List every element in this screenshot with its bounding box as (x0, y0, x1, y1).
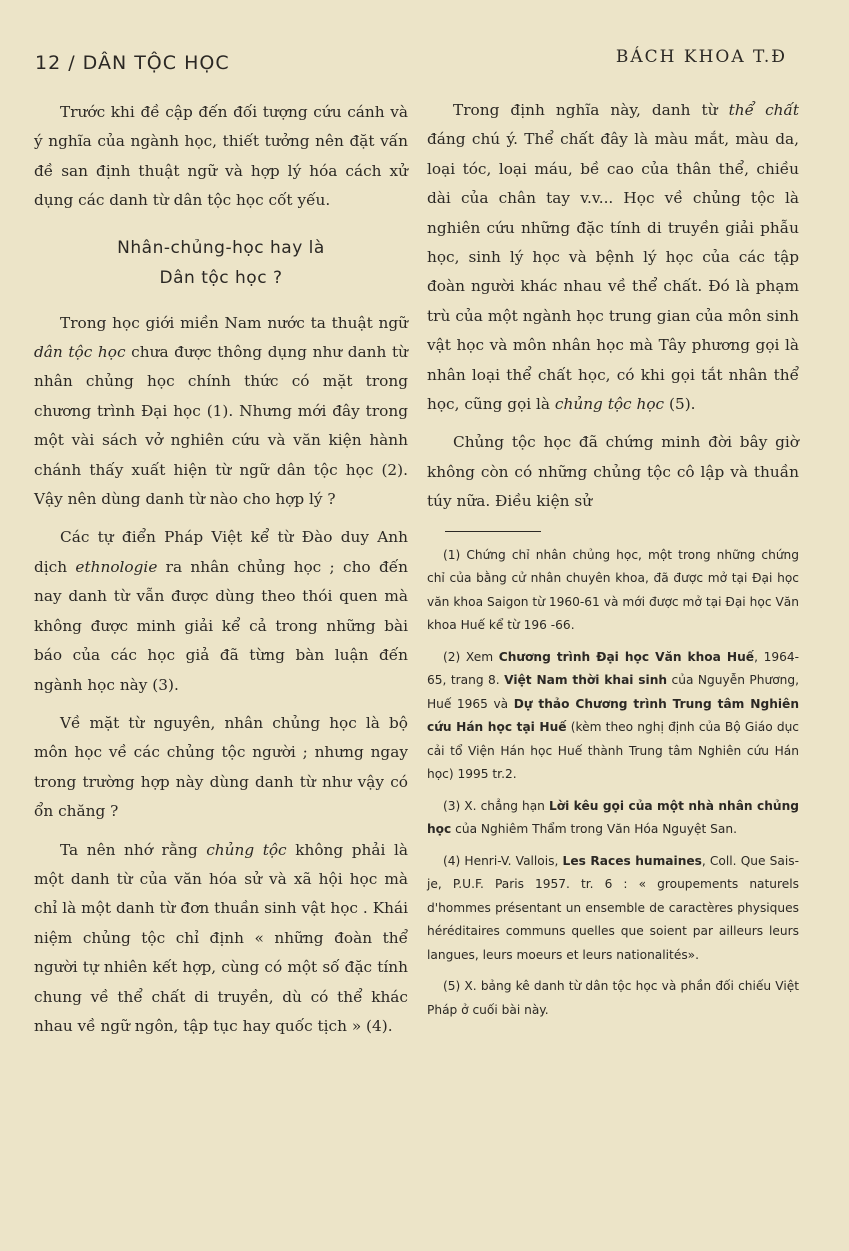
footnote-3: (3) X. chẳng hạn Lời kêu gọi của một nhà nhân chủng học của Nghiêm Thẩm trong Văn Hóa Nguyệt San. (427, 798, 799, 837)
section-heading (34, 233, 408, 293)
page-number-and-section: 12 / DÂN TỘC HỌC (35, 52, 230, 74)
body-paragraph: Trong định nghĩa này, danh từ thể chất đáng chú ý. Thể chất đây là màu mắt, màu da, loại tóc, loại máu, bề cao của thân thể, chiều dài của chân tay v.v... Học về chủng tộc là nghiên cứu những đặc tính di truyền giải phẫu học, sinh lý học và bệnh lý học của các tập đoàn người khác nhau về thể chất. Đó là phạm trù của một ngành học trung gian của môn sinh vật học và môn nhân học mà Tây phương gọi là nhân loại thể chất học, có khi gọi tắt nhân thể học, cũng gọi là chủng tộc học (5). (427, 101, 800, 414)
footnote-2: (2) Xem Chương trình Đại học Văn khoa Huế, 1964-65, trang 8. Việt Nam thời khai sinh của Nguyễn Phương, Huế 1965 và Dự thảo Chương trình Trung tâm Nghiên cứu Hán học tại Huế (kèm theo nghị định của Bộ Giáo dục cải tổ Viện Hán học Huế thành Trung tâm Nghiên cứu Hán học) 1995 tr.2. (427, 649, 800, 782)
section-heading-line-2: Dân tộc học ? (159, 267, 283, 288)
footnote-divider (445, 531, 541, 532)
right-column (427, 96, 799, 1030)
body-paragraph: Các tự điển Pháp Việt kể từ Đào duy Anh dịch ethnologie ra nhân chủng học ; cho đến nay danh từ vẫn được dùng theo thói quen mà không được minh giải kể cả trong những bài báo của các học giả đã từng bàn luận đến ngành học này (3). (34, 528, 409, 694)
journal-title: BÁCH KHOA T.Đ (615, 47, 787, 67)
left-column (34, 98, 408, 1041)
section-heading-line-1: Nhân-chủng-học hay là (117, 237, 325, 258)
footnote-5: (5) X. bảng kê danh từ dân tộc học và phần đối chiếu Việt Pháp ở cuối bài này. (427, 979, 799, 1017)
footnote-1: (1) Chứng chỉ nhân chủng học, một trong những chứng chỉ của bằng cử nhân chuyên khoa, đã được mở tại Đại học văn khoa Saigon từ 1960-61 và mới được mở tại Đại học Văn khoa Huế kể từ 196 -66. (427, 547, 799, 633)
intro-paragraph: Trước khi đề cập đến đối tượng cứu cánh và ý nghĩa của ngành học, thiết tưởng nên đặt vấn đề san định thuật ngữ và hợp lý hóa cách xử dụng các danh từ dân tộc học cốt yếu. (34, 103, 408, 210)
footnote-4: (4) Henri-V. Vallois, Les Races humaines, Coll. Que Sais-je, P.U.F. Paris 1957. tr. 6 : « groupements naturels d'hommes présentant un ensemble de caractères physiques héréditaires communs quelles que soient par ailleurs leurs langues, leurs moeurs et leurs nationalités». (427, 853, 799, 962)
body-paragraph: Về mặt từ nguyên, nhân chủng học là bộ môn học về các chủng tộc người ; nhưng ngay trong trường hợp này dùng danh từ như vậy có ổn chăng ? (34, 713, 408, 821)
body-paragraph: Trong học giới miền Nam nước ta thuật ngữ dân tộc học chưa được thông dụng như danh từ nhân chủng học chính thức có mặt trong chương trình Đại học (1). Nhưng mới đây trong một vài sách vở nghiên cứu và văn kiện hành chánh thấy xuất hiện từ ngữ dân tộc học (2). Vậy nên dùng danh từ nào cho hợp lý ? (34, 313, 408, 509)
body-paragraph: Chủng tộc học đã chứng minh đời bây giờ không còn có những chủng tộc cô lập và thuần túy nữa. Điều kiện sử (427, 433, 799, 511)
body-paragraph: Ta nên nhớ rằng chủng tộc không phải là một danh từ của văn hóa sử và xã hội học mà chỉ là một danh từ đơn thuần sinh vật học . Khái niệm chủng tộc chỉ định « những đoàn thể người tự nhiên kết hợp, cùng có một số đặc tính chung về thể chất di truyền, dù có thể khác nhau về ngữ ngôn, tập tục hay quốc tịch » (4). (34, 840, 408, 1035)
